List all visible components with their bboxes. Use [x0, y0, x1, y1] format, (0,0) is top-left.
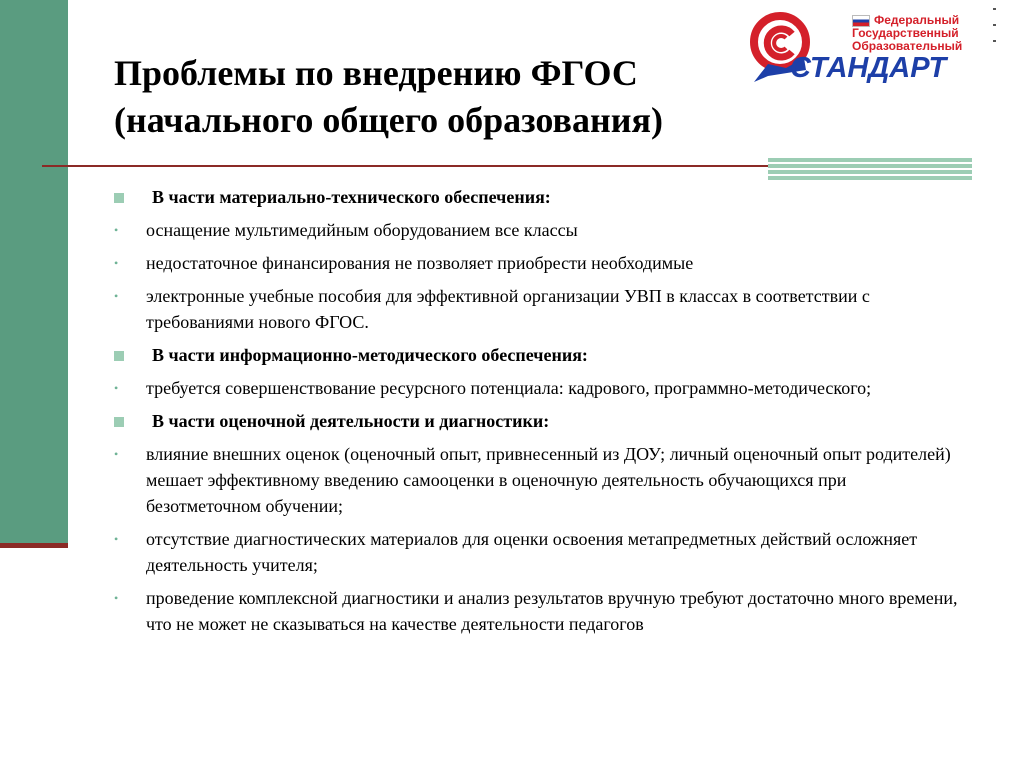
left-bar-accent-line: [0, 543, 68, 548]
list-item: [112, 585, 962, 637]
dot-bullet-icon: •: [114, 591, 119, 605]
title-line-1: Проблемы по внедрению ФГОС: [114, 53, 638, 93]
fgos-logo: [746, 10, 968, 82]
russian-flag-icon: [852, 15, 870, 27]
item-text: отсутствие диагностических материалов для оценки освоения метапредметных действий осложняет деятельность учителя;: [146, 529, 918, 575]
dot-bullet-icon: •: [114, 256, 119, 270]
logo-line-3: Образовательный: [852, 39, 963, 53]
item-text: влияние внешних оценок (оценочный опыт, привнесенный из ДОУ; личный оценочный опыт родителей) мешает эффективному введению самооценки в оценочную деятельность обучающихся при безотметочном обучении;: [146, 444, 951, 516]
item-text: В части оценочной деятельности и диагностики:: [152, 411, 550, 431]
left-decorative-bar: [0, 0, 68, 548]
list-item: [112, 283, 962, 335]
corner-marks: [993, 8, 997, 48]
item-text: требуется совершенствование ресурсного потенциала: кадрового, программно-методического;: [146, 378, 872, 398]
item-text: недостаточное финансирования не позволяет приобрести необходимые: [146, 253, 694, 273]
dot-bullet-icon: •: [114, 532, 119, 546]
square-bullet-icon: [114, 417, 124, 427]
list-item: [112, 441, 962, 519]
dot-bullet-icon: •: [114, 223, 119, 237]
list-item: [112, 250, 962, 276]
list-item: [112, 217, 962, 243]
divider-stripes: [768, 158, 972, 178]
square-bullet-icon: [114, 351, 124, 361]
logo-caption: [852, 14, 962, 53]
item-text: проведение комплексной диагностики и анализ результатов вручную требуют достаточно много времени, что не может не сказываться на качестве деятельности педагогов: [146, 588, 958, 634]
section-heading: [112, 408, 962, 434]
slide-title: [114, 50, 714, 144]
logo-line-2: Государственный: [852, 26, 959, 40]
list-item: [112, 375, 962, 401]
section-heading: [112, 342, 962, 368]
logo-word: СТАНДАРТ: [790, 52, 947, 84]
dot-bullet-icon: •: [114, 289, 119, 303]
slide-content: [112, 184, 962, 644]
list-item: [112, 526, 962, 578]
title-line-2: (начального общего образования): [114, 100, 663, 140]
dot-bullet-icon: •: [114, 447, 119, 461]
item-text: оснащение мультимедийным оборудованием все классы: [146, 220, 578, 240]
item-text: В части материально-технического обеспечения:: [152, 187, 551, 207]
dot-bullet-icon: •: [114, 381, 119, 395]
logo-line-1: Федеральный: [874, 13, 960, 27]
square-bullet-icon: [114, 193, 124, 203]
item-text: В части информационно-методического обеспечения:: [152, 345, 588, 365]
item-text: электронные учебные пособия для эффективной организации УВП в классах в соответствии с требованиями нового ФГОС.: [146, 286, 870, 332]
section-heading: [112, 184, 962, 210]
